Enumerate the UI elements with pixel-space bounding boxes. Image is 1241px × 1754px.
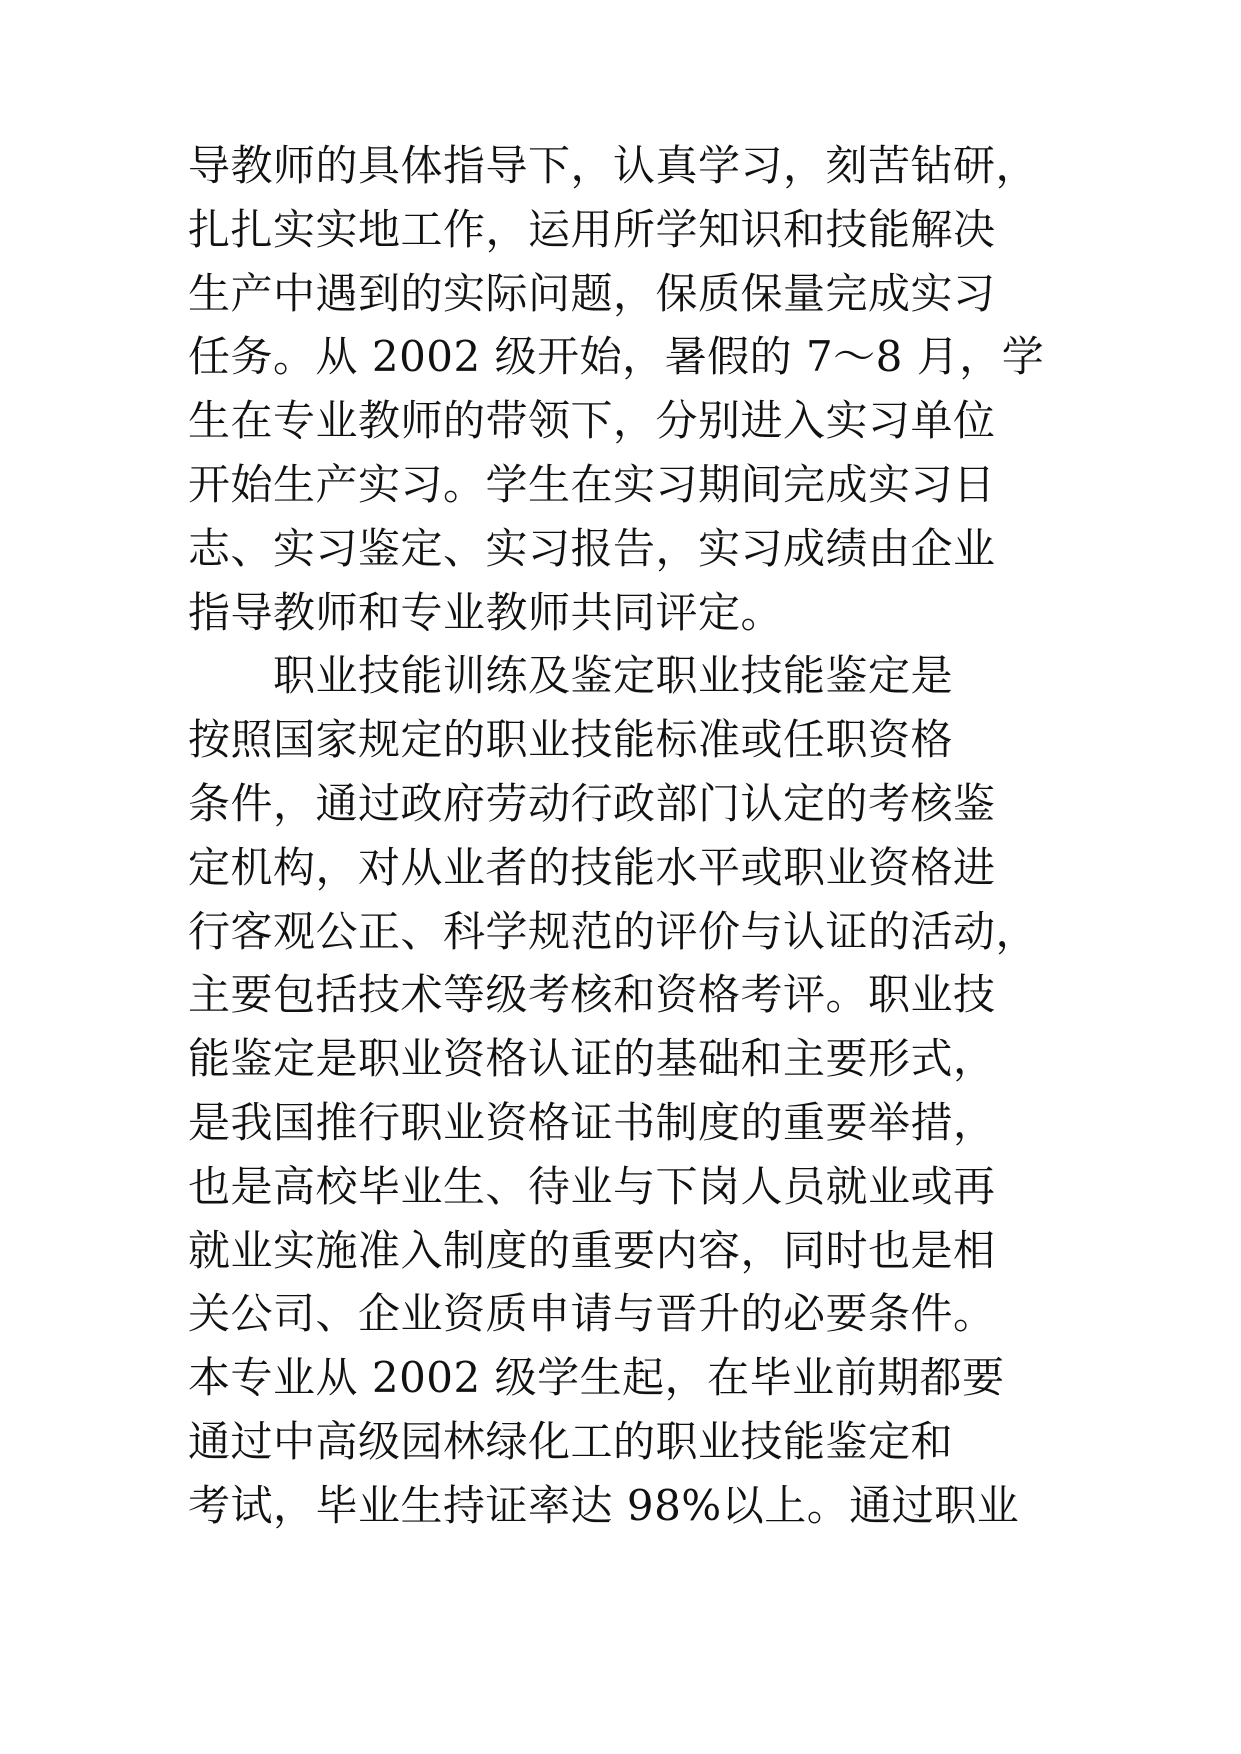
text-line: 就业实施准入制度的重要内容，同时也是相 bbox=[188, 1225, 996, 1275]
text-line: 生在专业教师的带领下，分别进入实习单位 bbox=[188, 396, 996, 446]
text-line: 主要包括技术等级考核和资格考评。职业技 bbox=[188, 970, 996, 1020]
text-line: 指导教师和专业教师共同评定。 bbox=[188, 587, 784, 637]
text-line: 职业技能训练及鉴定职业技能鉴定是 bbox=[188, 651, 954, 701]
text-line: 任务。从 2002 级开始，暑假的 7～8 月，学 bbox=[188, 332, 1045, 382]
text-line: 生产中遇到的实际问题，保质保量完成实习 bbox=[188, 268, 996, 318]
text-line: 开始生产实习。学生在实习期间完成实习日 bbox=[188, 459, 996, 509]
text-line: 扎扎实实地工作，运用所学知识和技能解决 bbox=[188, 204, 996, 254]
text-line: 按照国家规定的职业技能标准或任职资格 bbox=[188, 715, 954, 765]
text-line: 也是高校毕业生、待业与下岗人员就业或再 bbox=[188, 1161, 996, 1211]
body-text bbox=[188, 134, 1088, 1538]
text-line: 行客观公正、科学规范的评价与认证的活动， bbox=[188, 906, 1039, 956]
text-line: 定机构，对从业者的技能水平或职业资格进 bbox=[188, 842, 996, 892]
text-line: 通过中高级园林绿化工的职业技能鉴定和 bbox=[188, 1416, 954, 1466]
text-line: 是我国推行职业资格证书制度的重要举措， bbox=[188, 1097, 996, 1147]
text-line: 考试，毕业生持证率达 98%以上。通过职业 bbox=[188, 1480, 1020, 1530]
text-line: 导教师的具体指导下，认真学习，刻苦钻研， bbox=[188, 141, 1039, 190]
text-line: 本专业从 2002 级学生起，在毕业前期都要 bbox=[188, 1353, 1005, 1403]
text-line: 条件，通过政府劳动行政部门认定的考核鉴 bbox=[188, 778, 996, 828]
text-line: 志、实习鉴定、实习报告，实习成绩由企业 bbox=[188, 523, 996, 573]
text-line: 关公司、企业资质申请与晋升的必要条件。 bbox=[188, 1289, 996, 1339]
text-line: 能鉴定是职业资格认证的基础和主要形式， bbox=[188, 1034, 996, 1084]
